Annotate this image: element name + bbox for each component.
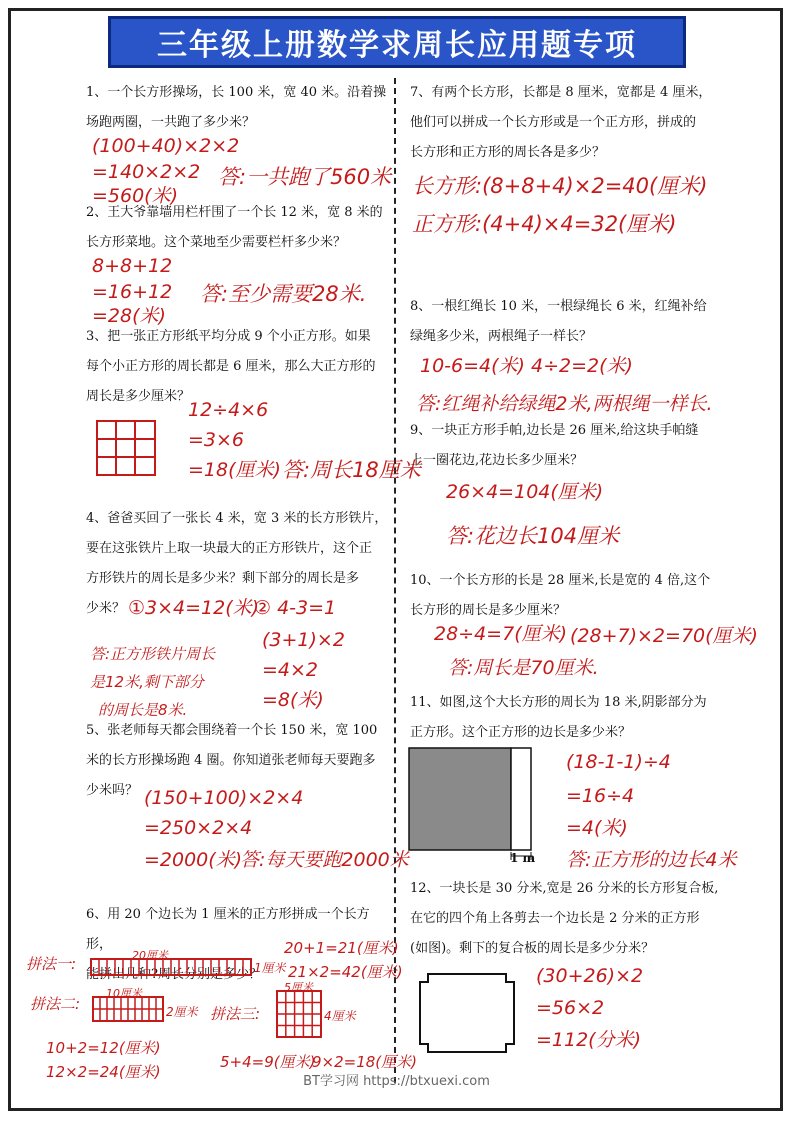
q6-method-3-top-label: 5厘米 [284,981,313,994]
q3-work-line-1: 12÷4×6 [188,399,269,421]
q1-work-line-2: =140×2×2 [92,161,201,183]
q10-answer: 答:周长是70厘米. [448,657,599,679]
question-11: 11、如图,这个大长方形的周长为 18 米,阴影部分为 正方形。这个正方形的边长是多少米？ [410,695,707,740]
q6-method-2-label: 拼法二: [30,995,81,1013]
q12-work-line-3: =112(分米) [536,1029,642,1051]
q6-method-2-figure [92,996,164,1022]
q4-answer-line-1: 答:正方形铁片周长 [90,645,216,663]
q4-answer-line-3: 的周长是8米. [98,701,188,719]
q1-answer: 答:一共跑了560米 [218,165,392,189]
q4-work-line-2: =4×2 [262,659,319,681]
q6-method-1-label: 拼法一: [26,955,77,973]
q2-work-line-1: 8+8+12 [92,255,173,277]
q6-method-3-label: 拼法三: [210,1005,261,1023]
q2-work-line-2: =16+12 [92,281,173,303]
q3-grid-figure [96,420,156,476]
q5-work-line-2: =250×2×4 [144,817,253,839]
q10-work-line-2: (28+7)×2=70(厘米) [570,625,758,647]
q11-dimension-label: 1 m [510,851,536,865]
q3-work-line-3: =18(厘米) [188,459,281,481]
q6-method-1-work-b: 21×2=42(厘米) [288,963,403,981]
q4-work-line-1: (3+1)×2 [262,629,345,651]
q9-answer: 答:花边长104厘米 [446,524,620,548]
q3-answer: 答:周长18厘米 [282,458,421,482]
q1-work-line-3: =560(米) [92,185,179,207]
footer-watermark: BT学习网 https://btxuexi.com [303,1074,490,1089]
q6-method-3-work-b: 9×2=18(厘米) [312,1053,418,1071]
q5-answer: 答:每天要跑2000米 [240,849,409,871]
q7-work-line-1: 长方形:(8+8+4)×2=40(厘米) [412,174,708,198]
q3-work-line-2: =3×6 [188,429,245,451]
question-5: 5、张老师每天都会围绕着一个长 150 米，宽 100 米的长方形操场跑 4 圈。你知道张老师每天要跑多 少米吗？ [86,723,378,798]
question-1: 1、一个长方形操场，长 100 米，宽 40 米。沿着操 场跑两圈，一共跑了多少米？ [86,85,387,130]
q6-method-1-side-label: 1厘米 [254,961,286,975]
question-2: 2、王大爷靠墙用栏杆围了一个长 12 米，宽 8 米的 长方形菜地。这个菜地至少需要栏杆多少米？ [86,205,383,250]
q6-method-1-top-label: 20厘米 [132,949,168,962]
q2-answer: 答:至少需要28米. [200,282,367,306]
question-8: 8、一根红绳长 10 米，一根绿绳长 6 米，红绳补给 绿绳多少米，两根绳子一样长？ [410,299,707,344]
q4-step-1: ①3×4=12(米) [128,597,260,619]
q12-work-line-2: =56×2 [536,997,605,1019]
q6-method-3-figure [276,990,322,1038]
q12-work-line-1: (30+26)×2 [536,965,644,987]
q6-method-2-work-a: 10+2=12(厘米) [46,1039,161,1057]
question-10: 10、一个长方形的长是 28 厘米,长是宽的 4 倍,这个 长方形的周长是多少厘米？ [410,573,711,618]
q12-figure [418,972,516,1054]
q1-work-line-1: (100+40)×2×2 [92,135,240,157]
question-6: 6、用 20 个边长为 1 厘米的正方形拼成一个长方形， 能拼出几种?周长分别是多少？ [86,907,370,982]
q10-work-line-1: 28÷4=7(厘米) [434,623,568,645]
q6-method-3-side-label: 4厘米 [324,1009,356,1023]
column-divider [394,78,396,1083]
q4-work-line-3: =8(米) [262,689,324,711]
q5-work-line-1: (150+100)×2×4 [144,787,304,809]
q11-answer: 答:正方形的边长4米 [566,849,737,871]
question-12: 12、一块长是 30 分米,宽是 26 分米的长方形复合板, 在它的四个角上各剪去一个边长是 2 分米的正方形 (如图)。剩下的复合板的周长是多少分米？ [410,881,719,956]
q6-method-2-side-label: 2厘米 [166,1005,198,1019]
page-title: 三年级上册数学求周长应用题专项 [157,28,637,63]
q2-work-line-3: =28(米) [92,305,166,327]
q6-method-1-work-a: 20+1=21(厘米) [284,939,399,957]
title-banner [108,16,686,68]
q6-method-1-figure [90,958,252,976]
question-4: 4、爸爸买回了一张长 4 米，宽 3 米的长方形铁片， 要在这张铁片上取一块最大的正方形铁片，这个正 方形铁片的周长是多少米？剩下部分的周长是多 少米？ [86,511,388,616]
q5-work-line-3: =2000(米) [144,849,243,871]
q7-work-line-2: 正方形:(4+4)×4=32(厘米) [412,212,677,236]
q6-method-3-work-a: 5+4=9(厘米) [220,1053,316,1071]
question-9: 9、一块正方形手帕,边长是 26 厘米,给这块手帕缝 上一圈花边,花边长多少厘米？ [410,423,699,468]
q8-work-line-1: 10-6=4(米) 4÷2=2(米) [420,355,633,377]
q6-method-2-work-b: 12×2=24(厘米) [46,1063,161,1081]
question-3: 3、把一张正方形纸平均分成 9 个小正方形。如果 每个小正方形的周长都是 6 厘米，那么大正方形的 周长是多少厘米？ [86,329,376,404]
q11-work-line-3: =4(米) [566,817,628,839]
q4-step-2: ② 4-3=1 [254,597,337,619]
q8-answer: 答:红绳补给绿绳2米,两根绳一样长. [416,393,713,415]
q9-work-line-1: 26×4=104(厘米) [446,481,604,503]
q6-method-2-top-label: 10厘米 [106,987,142,1000]
q4-answer-line-2: 是12米,剩下部分 [90,673,204,691]
question-7: 7、有两个长方形，长都是 8 厘米，宽都是 4 厘米， 他们可以拼成一个长方形或是一个正方形，拼成的 长方形和正方形的周长各是多少？ [410,85,712,160]
q11-work-line-2: =16÷4 [566,785,635,807]
q11-work-line-1: (18-1-1)÷4 [566,751,671,773]
